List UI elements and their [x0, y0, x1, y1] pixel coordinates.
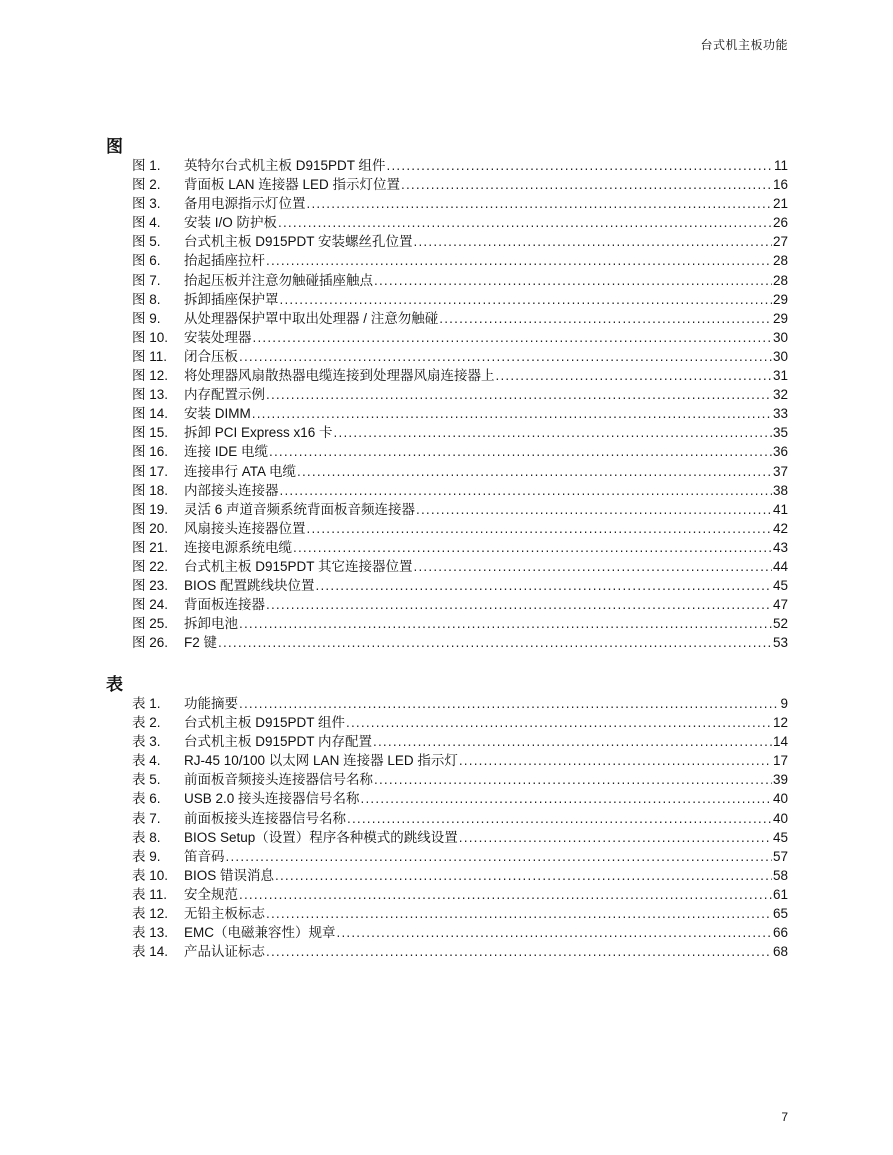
- figure-entry[interactable]: [132, 612, 788, 631]
- dot-leader: [307, 521, 772, 536]
- entry-page-number[interactable]: 29: [772, 291, 788, 307]
- figure-entry[interactable]: [132, 440, 788, 459]
- entry-page-number[interactable]: 32: [772, 387, 788, 403]
- dot-leader: [416, 502, 772, 517]
- entry-number: 图 9.: [132, 310, 161, 326]
- entry-number: 图 18.: [132, 482, 169, 498]
- entry-number: 表 4.: [132, 753, 161, 769]
- figures-list: [132, 154, 788, 650]
- entry-title[interactable]: 将处理器风扇散热器电缆连接到处理器风扇连接器上: [184, 368, 495, 384]
- entry-title[interactable]: 台式机主板 D915PDT 安装螺丝孔位置: [184, 234, 413, 250]
- dot-leader: [459, 830, 772, 845]
- entry-title[interactable]: 背面板 LAN 连接器 LED 指示灯位置: [184, 177, 401, 193]
- dot-leader: [374, 273, 772, 288]
- entry-page-number[interactable]: 47: [772, 597, 788, 613]
- dot-leader: [275, 868, 772, 883]
- entry-title[interactable]: 台式机主板 D915PDT 组件: [184, 715, 346, 731]
- entry-title[interactable]: 安装 I/O 防护板: [184, 215, 278, 231]
- entry-number: 表 14.: [132, 944, 169, 960]
- entry-page-number[interactable]: 45: [772, 829, 788, 845]
- entry-page-number[interactable]: 52: [772, 616, 788, 632]
- dot-leader: [266, 597, 772, 612]
- entry-page-number[interactable]: 26: [772, 215, 788, 231]
- entry-title[interactable]: 拆卸插座保护罩: [184, 291, 279, 307]
- table-entry[interactable]: [132, 921, 788, 940]
- entry-number: 表 9.: [132, 848, 161, 864]
- entry-title[interactable]: 笛音码: [184, 848, 225, 864]
- figure-entry[interactable]: [132, 288, 788, 307]
- dot-leader: [401, 177, 772, 192]
- entry-page-number[interactable]: 33: [772, 406, 788, 422]
- table-entry[interactable]: [132, 730, 788, 749]
- entry-number: 图 7.: [132, 272, 161, 288]
- entry-page-number[interactable]: 41: [772, 501, 788, 517]
- entry-title[interactable]: USB 2.0 接头连接器信号名称: [184, 791, 360, 807]
- entry-number: 图 2.: [132, 177, 161, 193]
- entry-number: 图 5.: [132, 234, 161, 250]
- entry-number: 图 11.: [132, 348, 168, 364]
- tables-list: [132, 692, 788, 959]
- entry-title[interactable]: 风扇接头连接器位置: [184, 520, 306, 536]
- figure-entry[interactable]: [132, 383, 788, 402]
- running-header: 台式机主板功能: [700, 38, 788, 52]
- entry-page-number[interactable]: 30: [772, 329, 788, 345]
- entry-page-number[interactable]: 61: [772, 886, 788, 902]
- dot-leader: [334, 425, 772, 440]
- tables-heading: 表: [106, 675, 123, 695]
- figure-entry[interactable]: [132, 555, 788, 574]
- table-entry[interactable]: [132, 940, 788, 959]
- entry-number: 图 26.: [132, 635, 169, 651]
- entry-page-number[interactable]: 28: [772, 253, 788, 269]
- entry-page-number[interactable]: 31: [772, 368, 788, 384]
- figures-heading: 图: [106, 137, 123, 157]
- dot-leader: [278, 215, 772, 230]
- entry-number: 图 8.: [132, 291, 161, 307]
- entry-number: 图 22.: [132, 558, 169, 574]
- entry-number: 图 12.: [132, 368, 169, 384]
- entry-title[interactable]: RJ-45 10/100 以太网 LAN 连接器 LED 指示灯: [184, 753, 458, 769]
- dot-leader: [316, 578, 772, 593]
- entry-number: 表 10.: [132, 867, 169, 883]
- dot-leader: [373, 734, 772, 749]
- dot-leader: [226, 849, 772, 864]
- table-entry[interactable]: [132, 692, 788, 711]
- entry-title[interactable]: 内存配置示例: [184, 387, 265, 403]
- dot-leader: [239, 349, 772, 364]
- figure-entry[interactable]: [132, 402, 788, 421]
- dot-leader: [337, 925, 772, 940]
- entry-number: 图 19.: [132, 501, 169, 517]
- dot-leader: [266, 944, 772, 959]
- page-number: 7: [781, 1110, 788, 1124]
- dot-leader: [414, 234, 772, 249]
- entry-number: 表 3.: [132, 734, 161, 750]
- dot-leader: [239, 616, 772, 631]
- figure-entry[interactable]: [132, 498, 788, 517]
- entry-page-number[interactable]: 28: [772, 272, 788, 288]
- entry-number: 表 5.: [132, 772, 161, 788]
- entry-page-number[interactable]: 37: [772, 463, 788, 479]
- entry-page-number[interactable]: 39: [772, 772, 788, 788]
- entry-page-number[interactable]: 36: [772, 444, 788, 460]
- entry-number: 图 6.: [132, 253, 161, 269]
- figure-entry[interactable]: [132, 517, 788, 536]
- entry-page-number[interactable]: 43: [772, 539, 788, 555]
- dot-leader: [496, 368, 772, 383]
- table-entry[interactable]: [132, 826, 788, 845]
- entry-page-number[interactable]: 9: [780, 696, 788, 711]
- entry-number: 表 7.: [132, 810, 161, 826]
- entry-title[interactable]: 无铅主板标志: [184, 906, 265, 922]
- entry-number: 图 21.: [132, 539, 169, 555]
- table-entry[interactable]: [132, 711, 788, 730]
- figure-entry[interactable]: [132, 460, 788, 479]
- entry-page-number[interactable]: 40: [772, 810, 788, 826]
- entry-title[interactable]: 拆卸电池: [184, 616, 238, 632]
- dot-leader: [252, 406, 772, 421]
- table-entry[interactable]: [132, 902, 788, 921]
- dot-leader: [347, 811, 772, 826]
- figure-entry[interactable]: [132, 631, 788, 650]
- dot-leader: [346, 715, 772, 730]
- entry-title[interactable]: 连接串行 ATA 电缆: [184, 463, 297, 479]
- table-entry[interactable]: [132, 883, 788, 902]
- entry-title[interactable]: 从处理器保护罩中取出处理器 / 注意勿触碰: [184, 310, 439, 326]
- dot-leader: [387, 158, 773, 173]
- table-entry[interactable]: [132, 807, 788, 826]
- entry-page-number[interactable]: 58: [772, 867, 788, 883]
- entry-number: 表 2.: [132, 715, 161, 731]
- table-entry[interactable]: [132, 749, 788, 768]
- figure-entry[interactable]: [132, 211, 788, 230]
- figure-entry[interactable]: [132, 269, 788, 288]
- entry-number: 表 8.: [132, 829, 161, 845]
- figure-entry[interactable]: [132, 345, 788, 364]
- entry-title[interactable]: 备用电源指示灯位置: [184, 196, 306, 212]
- dot-leader: [280, 483, 772, 498]
- figure-entry[interactable]: [132, 593, 788, 612]
- figure-entry[interactable]: [132, 326, 788, 345]
- dot-leader: [297, 464, 772, 479]
- entry-number: 图 10.: [132, 329, 169, 345]
- entry-title[interactable]: EMC（电磁兼容性）规章: [184, 925, 336, 941]
- entry-number: 表 13.: [132, 925, 169, 941]
- entry-number: 图 3.: [132, 196, 161, 212]
- dot-leader: [266, 906, 772, 921]
- dot-leader: [414, 559, 772, 574]
- entry-title[interactable]: 台式机主板 D915PDT 内存配置: [184, 734, 373, 750]
- entry-number: 图 1.: [132, 158, 161, 173]
- entry-title[interactable]: 内部接头连接器: [184, 482, 279, 498]
- dot-leader: [239, 696, 779, 711]
- figure-entry[interactable]: [132, 421, 788, 440]
- table-entry[interactable]: [132, 768, 788, 787]
- dot-leader: [218, 635, 772, 650]
- entry-page-number[interactable]: 17: [772, 753, 788, 769]
- entry-title[interactable]: 抬起压板并注意勿触碰插座触点: [184, 272, 373, 288]
- entry-page-number[interactable]: 29: [772, 310, 788, 326]
- entry-page-number[interactable]: 44: [772, 558, 788, 574]
- entry-number: 图 4.: [132, 215, 161, 231]
- entry-title[interactable]: 背面板连接器: [184, 597, 265, 613]
- entry-number: 图 14.: [132, 406, 169, 422]
- entry-title[interactable]: 安全规范: [184, 886, 238, 902]
- figure-entry[interactable]: [132, 364, 788, 383]
- entry-page-number[interactable]: 21: [772, 196, 788, 212]
- entry-number: 图 15.: [132, 425, 169, 441]
- entry-title[interactable]: 灵活 6 声道音频系统背面板音频连接器: [184, 501, 416, 517]
- entry-page-number[interactable]: 16: [772, 177, 788, 193]
- entry-page-number[interactable]: 40: [772, 791, 788, 807]
- entry-number: 图 17.: [132, 463, 169, 479]
- entry-title[interactable]: 拆卸 PCI Express x16 卡: [184, 425, 333, 441]
- entry-title[interactable]: BIOS 错误消息: [184, 867, 275, 883]
- entry-page-number[interactable]: 66: [772, 925, 788, 941]
- entry-number: 图 23.: [132, 578, 169, 594]
- table-entry[interactable]: [132, 787, 788, 806]
- entry-number: 表 11.: [132, 886, 168, 902]
- entry-title[interactable]: 闭合压板: [184, 348, 238, 364]
- figure-entry[interactable]: [132, 536, 788, 555]
- figure-entry[interactable]: [132, 307, 788, 326]
- entry-title[interactable]: 连接电源系统电缆: [184, 539, 292, 555]
- figure-entry[interactable]: [132, 154, 788, 173]
- dot-leader: [361, 791, 772, 806]
- entry-number: 表 6.: [132, 791, 161, 807]
- entry-title[interactable]: 前面板接头连接器信号名称: [184, 810, 346, 826]
- entry-title[interactable]: BIOS 配置跳线块位置: [184, 578, 315, 594]
- entry-page-number[interactable]: 53: [772, 635, 788, 651]
- figure-entry[interactable]: [132, 574, 788, 593]
- table-entry[interactable]: [132, 864, 788, 883]
- dot-leader: [239, 887, 772, 902]
- entry-number: 图 13.: [132, 387, 169, 403]
- entry-page-number[interactable]: 45: [772, 578, 788, 594]
- entry-title[interactable]: 安装 DIMM: [184, 406, 251, 422]
- entry-title[interactable]: 安装处理器: [184, 329, 252, 345]
- entry-title[interactable]: 功能摘要: [184, 696, 238, 711]
- figure-entry[interactable]: [132, 230, 788, 249]
- entry-number: 表 12.: [132, 906, 169, 922]
- dot-leader: [253, 330, 772, 345]
- entry-number: 表 1.: [132, 696, 161, 711]
- entry-title[interactable]: 产品认证标志: [184, 944, 265, 960]
- entry-page-number[interactable]: 68: [772, 944, 788, 960]
- dot-leader: [374, 772, 772, 787]
- figure-entry[interactable]: [132, 249, 788, 268]
- dot-leader: [280, 292, 772, 307]
- figure-entry[interactable]: [132, 192, 788, 211]
- entry-page-number[interactable]: 65: [772, 906, 788, 922]
- table-entry[interactable]: [132, 845, 788, 864]
- dot-leader: [307, 196, 772, 211]
- entry-page-number[interactable]: 11: [773, 158, 788, 173]
- entry-number: 图 16.: [132, 444, 169, 460]
- entry-page-number[interactable]: 14: [772, 734, 788, 750]
- dot-leader: [266, 253, 772, 268]
- entry-page-number[interactable]: 57: [772, 848, 788, 864]
- dot-leader: [293, 540, 772, 555]
- entry-number: 图 20.: [132, 520, 169, 536]
- entry-title[interactable]: BIOS Setup（设置）程序各种模式的跳线设置: [184, 829, 458, 845]
- entry-number: 图 24.: [132, 597, 169, 613]
- dot-leader: [459, 753, 772, 768]
- entry-page-number[interactable]: 27: [772, 234, 788, 250]
- entry-title[interactable]: 抬起插座拉杆: [184, 253, 265, 269]
- entry-title[interactable]: 英特尔台式机主板 D915PDT 组件: [184, 158, 386, 173]
- dot-leader: [266, 387, 772, 402]
- entry-title[interactable]: 连接 IDE 电缆: [184, 444, 269, 460]
- entry-page-number[interactable]: 35: [772, 425, 788, 441]
- entry-title[interactable]: 前面板音频接头连接器信号名称: [184, 772, 373, 788]
- entry-page-number[interactable]: 30: [772, 348, 788, 364]
- figure-entry[interactable]: [132, 479, 788, 498]
- entry-title[interactable]: 台式机主板 D915PDT 其它连接器位置: [184, 558, 413, 574]
- dot-leader: [439, 311, 772, 326]
- entry-page-number[interactable]: 12: [772, 715, 788, 731]
- entry-page-number[interactable]: 42: [772, 520, 788, 536]
- figure-entry[interactable]: [132, 173, 788, 192]
- entry-title[interactable]: F2 键: [184, 635, 218, 651]
- dot-leader: [269, 444, 772, 459]
- entry-number: 图 25.: [132, 616, 169, 632]
- entry-page-number[interactable]: 38: [772, 482, 788, 498]
